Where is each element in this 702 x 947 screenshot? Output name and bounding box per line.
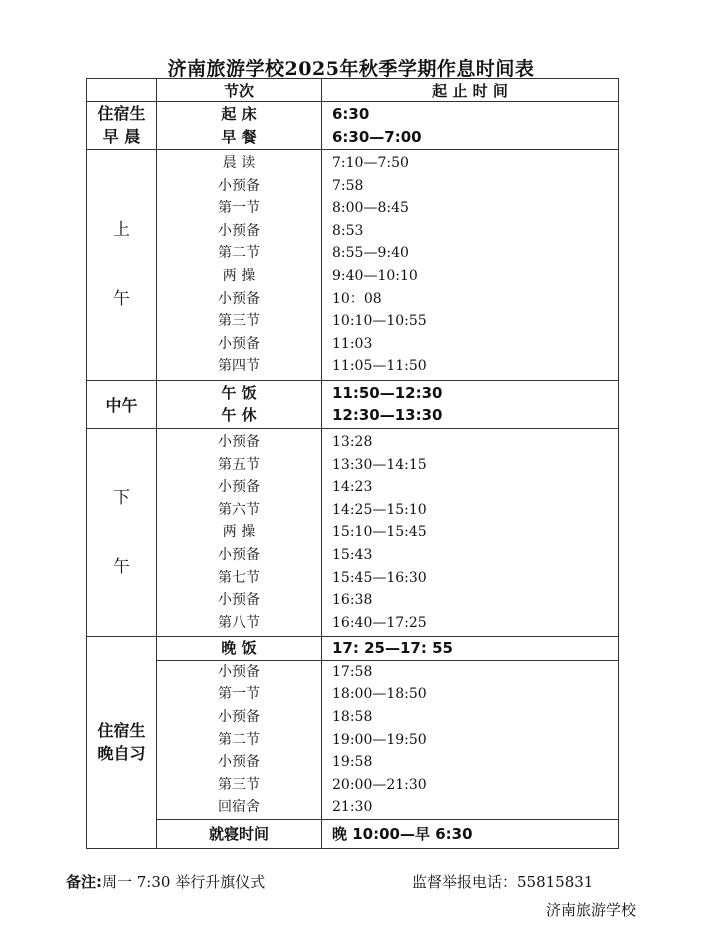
item-name: 小预备 (218, 335, 260, 352)
item-time: 17:58 (332, 663, 373, 680)
dinner-name: 晚 饭 (157, 637, 322, 661)
item-name: 第一节 (218, 686, 260, 703)
label-line: 早 晨 (102, 126, 141, 146)
forenoon-row (87, 150, 619, 381)
evening-dinner-row (87, 637, 619, 661)
item-name: 起 床 (221, 104, 257, 123)
remark-text: 周一 7:30 举行升旗仪式 (102, 873, 266, 891)
item-time: 6:30—7:00 (332, 127, 422, 146)
item-name: 小预备 (218, 433, 260, 450)
afternoon-items (157, 428, 322, 636)
bedtime-row (87, 820, 619, 849)
header-period: 节次 (157, 79, 322, 102)
schedule-table (86, 78, 619, 849)
noon-row (87, 380, 619, 428)
item-time: 8:53 (332, 222, 364, 239)
item-time: 11:50—12:30 (332, 383, 443, 402)
item-time: 10：08 (332, 290, 382, 307)
morning-items (157, 102, 322, 150)
label-line: 下 (113, 488, 130, 509)
page-title: 济南旅游学校2025年秋季学期作息时间表 (167, 58, 535, 80)
item-time: 13:28 (332, 433, 373, 450)
label-line: 住宿生 (97, 721, 146, 741)
item-name: 第三节 (218, 776, 260, 793)
item-time: 11:05—11:50 (332, 358, 427, 375)
item-time: 19:00—19:50 (332, 731, 427, 748)
label-line: 住宿生 (97, 103, 146, 123)
item-time: 15:45—16:30 (332, 569, 427, 586)
item-name: 两 操 (222, 524, 256, 541)
morning-times (322, 102, 619, 150)
item-name: 小预备 (218, 754, 260, 771)
item-name: 第三节 (218, 313, 260, 330)
item-name: 第七节 (218, 569, 260, 586)
item-time: 13:30—14:15 (332, 456, 427, 473)
item-name: 小预备 (218, 290, 260, 307)
item-time: 15:43 (332, 546, 373, 563)
label-line: 午 (113, 288, 130, 309)
evening-items (157, 660, 322, 819)
afternoon-row (87, 428, 619, 636)
noon-times (322, 380, 619, 428)
table-header-row (87, 79, 619, 102)
label-line: 上 (113, 220, 130, 241)
item-name: 第一节 (218, 200, 260, 217)
item-time: 16:40—17:25 (332, 614, 427, 631)
item-name: 小预备 (218, 222, 260, 239)
evening-label (87, 637, 157, 849)
header-time: 起 止 时 间 (322, 79, 619, 102)
item-time: 7:10—7:50 (332, 155, 409, 171)
item-time: 14:25—15:10 (332, 501, 427, 518)
afternoon-label (87, 428, 157, 636)
forenoon-label (87, 150, 157, 381)
item-time: 21:30 (332, 799, 373, 816)
item-name: 两 操 (222, 267, 256, 284)
item-time: 6:30 (332, 104, 370, 123)
label-line: 晚自习 (97, 743, 146, 763)
evening-study-row (87, 660, 619, 819)
item-time: 8:00—8:45 (332, 200, 409, 217)
item-name: 晨 读 (222, 155, 256, 171)
item-name: 午 休 (221, 406, 257, 425)
item-name: 第二节 (218, 245, 260, 262)
item-name: 第二节 (218, 731, 260, 748)
item-time: 12:30—13:30 (332, 406, 443, 425)
item-time: 16:38 (332, 592, 373, 609)
item-time: 8:55—9:40 (332, 245, 409, 262)
item-time: 10:10—10:55 (332, 313, 427, 330)
item-time: 19:58 (332, 754, 373, 771)
item-name: 第八节 (218, 614, 260, 631)
item-time: 20:00—21:30 (332, 776, 427, 793)
item-time: 18:00—18:50 (332, 686, 427, 703)
noon-label: 中午 (87, 380, 157, 428)
item-name: 小预备 (218, 479, 260, 496)
item-name: 第五节 (218, 456, 260, 473)
item-name: 小预备 (218, 709, 260, 726)
item-time: 15:10—15:45 (332, 524, 427, 541)
morning-boarder-row (87, 102, 619, 150)
footer-school-name: 济南旅游学校 (546, 901, 637, 919)
item-name: 小预备 (218, 663, 260, 680)
remark (66, 871, 265, 892)
item-time: 18:58 (332, 709, 373, 726)
forenoon-times (322, 150, 619, 381)
item-time: 7:58 (332, 177, 364, 194)
label-line: 午 (113, 556, 130, 577)
morning-boarder-label (87, 102, 157, 150)
item-name: 回宿舍 (218, 799, 260, 816)
header-blank (87, 79, 157, 102)
afternoon-times (322, 428, 619, 636)
item-time: 14:23 (332, 479, 373, 496)
item-name: 午 饭 (221, 383, 257, 402)
item-name: 小预备 (218, 177, 260, 194)
item-time: 9:40—10:10 (332, 267, 418, 284)
evening-times (322, 660, 619, 819)
item-name: 小预备 (218, 546, 260, 563)
item-name: 第四节 (218, 358, 260, 375)
item-name: 第六节 (218, 501, 260, 518)
hotline: 监督举报电话：55815831 (412, 873, 594, 891)
item-name: 小预备 (218, 592, 260, 609)
noon-items (157, 380, 322, 428)
bedtime-name: 就寝时间 (157, 820, 322, 849)
item-name: 早 餐 (221, 127, 257, 146)
item-time: 11:03 (332, 335, 373, 352)
remark-label: 备注: (66, 873, 102, 891)
bedtime-time: 晚 10:00—早 6:30 (322, 820, 619, 849)
dinner-time: 17: 25—17: 55 (322, 637, 619, 661)
forenoon-items (157, 150, 322, 381)
